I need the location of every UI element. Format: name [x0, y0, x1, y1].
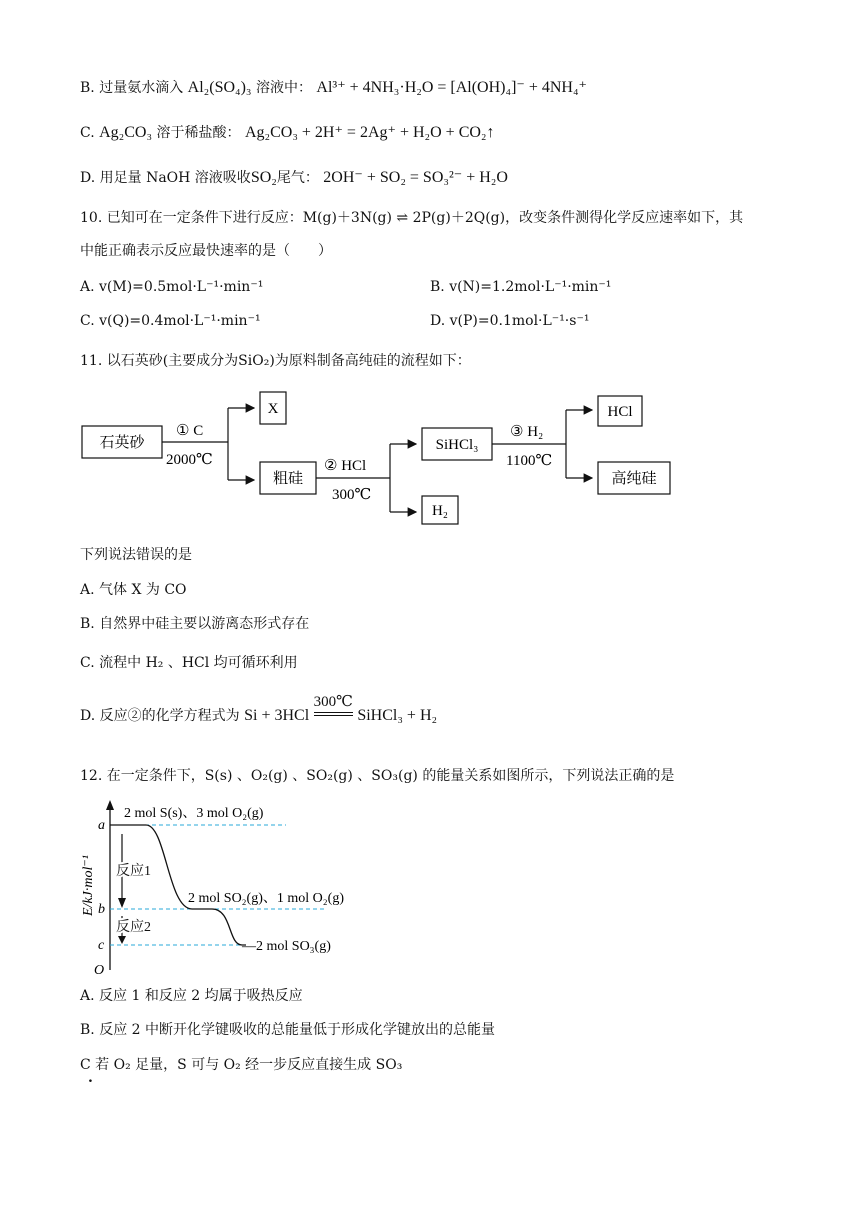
q10-option-c: C. v(Q)=0.4mol·L⁻¹·min⁻¹ — [80, 313, 261, 329]
equals-sign — [314, 712, 353, 716]
q9-b-label: B. 过量氨水滴入 — [80, 80, 184, 96]
sihcl3-label: SiHCl₃ — [435, 437, 479, 453]
q11-prompt: 下列说法错误的是 — [80, 547, 192, 563]
q9-d-equation: 2OH⁻ + SO₂ = SO₃²⁻ + H₂O — [323, 169, 508, 186]
q9-c-mid: 溶于稀盐酸： — [156, 125, 241, 141]
q10-option-b: B. v(N)=1.2mol·L⁻¹·min⁻¹ — [430, 279, 612, 295]
q12-stem: 12. 在一定条件下，S(s) 、O₂(g) 、SO₂(g) 、SO₃(g) 的能量关系如图所示，下列说法正确的是 — [80, 768, 675, 784]
step1-reagent: ① C — [176, 423, 204, 439]
x-label: X — [267, 401, 279, 417]
q9-b-salt: Al₂(SO₄)₃ — [187, 79, 252, 96]
crude-si-label: 粗硅 — [272, 471, 304, 487]
q11-option-a: A. 气体 X 为 CO — [80, 582, 187, 598]
step2-reagent: ② HCl — [324, 458, 367, 474]
level-b-label: b — [98, 902, 105, 917]
reaction1-label: 反应1 — [116, 864, 151, 879]
q11-d-condition: 300℃ — [313, 694, 353, 710]
q9-d-mid: 尾气： — [276, 170, 319, 186]
q12-option-a: A. 反应 1 和反应 2 均属于吸热反应 — [80, 988, 303, 1004]
hcl-label: HCl — [607, 404, 633, 420]
q9-b-mid: 溶液中： — [255, 80, 312, 96]
q11-option-c: C. 流程中 H₂ 、HCl 均可循环利用 — [80, 655, 298, 671]
q11-stem: 11. 以石英砂(主要成分为SiO₂)为原料制备高纯硅的流程如下： — [80, 353, 471, 369]
level-a-label: a — [98, 818, 105, 833]
step1-temp: 2000℃ — [166, 452, 213, 468]
quartz-label: 石英砂 — [99, 435, 145, 451]
q12-option-c: C 若 O₂ 足量，S 可与 O₂ 经一步反应直接生成 SO₃ — [80, 1057, 403, 1073]
q9-b-equation: Al³⁺ + 4NH₃·H₂O = [Al(OH)₄]⁻ + 4NH₄⁺ — [316, 79, 587, 96]
pure-si-label: 高纯硅 — [611, 471, 657, 487]
q11-d-label: D. 反应②的化学方程式为 — [80, 708, 240, 724]
state-top-label: 2 mol S(s)、3 mol O₂(g) — [124, 806, 264, 821]
q11-option-b: B. 自然界中硅主要以游离态形式存在 — [80, 616, 310, 632]
q11-flow-diagram — [70, 386, 690, 532]
q9-c-salt: Ag₂CO₃ — [99, 124, 153, 141]
q10-stem-line1: 10. 已知可在一定条件下进行反应：M(g)＋3N(g) ⇌ 2P(g)＋2Q(g)，改变条件测得化学反应速率如下，其 — [80, 210, 744, 226]
q10-option-d: D. v(P)=0.1mol·L⁻¹·s⁻¹ — [430, 313, 590, 329]
q9-d-so2: SO₂ — [250, 169, 277, 186]
q9-c-label: C. — [80, 125, 95, 141]
q12-option-b: B. 反应 2 中断开化学键吸收的总能量低于形成化学键放出的总能量 — [80, 1022, 495, 1038]
q9-option-d — [80, 168, 508, 188]
q11-d-left: Si + 3HCl — [244, 707, 310, 724]
h2-label: H₂ — [431, 503, 449, 519]
q9-d-label: D. 用足量 NaOH 溶液吸收 — [80, 170, 251, 186]
step3-reagent: ③ H₂ — [510, 424, 544, 440]
level-c-label: c — [98, 938, 105, 953]
q10-stem-line2: 中能正确表示反应最快速率的是（ ） — [80, 243, 332, 259]
origin-label: O — [94, 963, 105, 978]
state-mid-label: 2 mol SO₂(g)、1 mol O₂(g) — [188, 891, 344, 906]
q9-c-equation: Ag₂CO₃ + 2H⁺ = 2Ag⁺ + H₂O + CO₂↑ — [244, 124, 495, 141]
q11-d-condition-wrap — [314, 694, 353, 716]
step3-temp: 1100℃ — [506, 453, 553, 469]
q11-d-right: SiHCl₃ + H₂ — [357, 707, 438, 724]
y-axis-label: E/kJ·mol⁻¹ — [81, 855, 96, 916]
q12-option-c-dot: . — [88, 1070, 93, 1086]
step2-temp: 300℃ — [332, 487, 372, 503]
q9-option-b — [80, 78, 587, 98]
q9-option-c — [80, 123, 495, 143]
state-bottom-label: —2 mol SO₃(g) — [242, 939, 331, 954]
q10-option-a: A. v(M)=0.5mol·L⁻¹·min⁻¹ — [80, 279, 264, 295]
q11-option-d — [80, 694, 437, 734]
reaction2-label: 反应2 — [116, 920, 151, 935]
q12-energy-diagram — [76, 798, 356, 978]
